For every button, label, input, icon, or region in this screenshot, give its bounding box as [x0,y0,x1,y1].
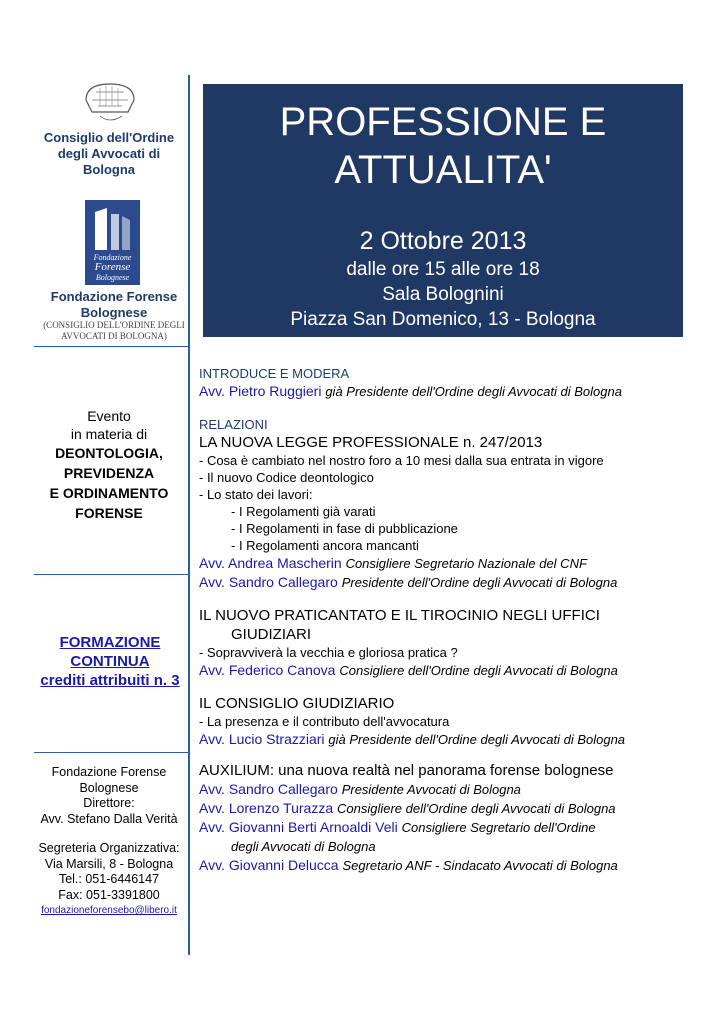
speaker [199,573,709,592]
event-time: dalle ore 15 alle ore 18 [346,259,540,280]
contact-block [28,765,190,919]
session-subitem: - I Regolamenti già varati [231,504,376,519]
secretariat-label: Segreteria Organizzativa: [38,841,180,855]
title-line: ATTUALITA' [334,148,552,192]
speaker-name: Avv. Pietro Ruggieri [199,383,322,399]
event-date: 2 Ottobre 2013 [359,227,527,255]
contact-org: Fondazione Forense [51,765,167,779]
director-name: Avv. Stefano Dalla Verità [40,811,178,826]
introduce-label: INTRODUCE E MODERA [199,366,350,381]
speaker-name: Avv. Sandro Callegaro [199,781,338,797]
divider [34,574,188,575]
speaker [199,856,709,875]
session-title: IL NUOVO PRATICANTATO E IL TIROCINIO NEGLI UFFICI [199,607,600,624]
formazione-line: FORMAZIONE [59,634,161,651]
event-subject-label: in materia di [70,426,148,442]
relazioni-label: RELAZIONI [199,417,268,432]
session-item: - Cosa è cambiato nel nostro foro a 10 mesi dalla sua entrata in vigore [199,453,604,468]
divider [34,346,188,347]
speaker-role: già Presidente dell'Ordine degli Avvocati di Bologna [328,732,626,747]
contact-tel: Tel.: 051-6446147 [58,872,160,886]
title-line: PROFESSIONE E [279,100,607,144]
fondazione-subtitle: (CONSIGLIO DELL'ORDINE DEGLI AVVOCATI DI BOLOGNA) [43,320,185,341]
session-title-cont: GIUDIZIARI [231,626,312,643]
session-title: IL CONSIGLIO GIUDIZIARIO [199,695,395,712]
topic-line: PREVIDENZA [63,465,155,481]
divider [34,752,188,753]
contact-email-link[interactable]: fondazioneforensebo@libero.it [41,905,177,916]
header-banner [203,84,683,337]
session-item: - La presenza e il contributo dell'avvocatura [199,714,450,729]
council-crest-icon [78,78,142,128]
moderator [199,382,709,401]
speaker-name: Avv. Giovanni Delucca [199,857,339,873]
logo-line1: Fondazione [93,253,132,262]
contact-fax: Fax: 051-3391800 [58,887,160,902]
director-label: Direttore: [83,796,135,810]
speaker-role: Consigliere dell'Ordine degli Avvocati di Bologna [339,663,618,678]
fondazione-name: Fondazione Forense Bolognese [50,289,178,320]
credits-line: crediti attribuiti n. 3 [40,672,180,689]
session-item: - Sopravviverà la vecchia e gloriosa pratica ? [199,645,458,660]
topic-line: FORENSE [75,505,143,521]
speaker-role-cont [199,837,709,856]
session-subitem: - I Regolamenti ancora mancanti [231,538,419,553]
event-topics [34,443,184,523]
event-label: Evento [87,408,131,424]
council-name: Consiglio dell'Ordine degli Avvocati di Bologna [43,130,175,177]
session-item: - Lo stato dei lavori: [199,487,313,502]
topic-line: E ORDINAMENTO [49,485,169,501]
session-subitem: - I Regolamenti in fase di pubblicazione [231,521,458,536]
speaker [199,730,709,749]
logo-line2: Forense [94,261,131,273]
speaker-role: Consigliere Segretario dell'Ordine [401,820,596,835]
speaker-name: Avv. Federico Canova [199,662,336,678]
speaker-name: Avv. Lucio Strazziari [199,731,325,747]
logo-line3: Bolognese [95,273,130,282]
contact-org: Bolognese [79,780,139,795]
speaker-role: Consigliere Segretario Nazionale del CNF [345,556,587,571]
speaker [199,818,709,837]
speaker [199,799,709,818]
speaker-role: degli Avvocati di Bologna [231,839,376,854]
formazione-line: CONTINUA [70,653,150,670]
session-title: LA NUOVA LEGGE PROFESSIONALE n. 247/2013 [199,434,543,451]
speaker-role: Presidente dell'Ordine degli Avvocati di Bologna [341,575,618,590]
event-block [34,407,184,523]
event-address: Piazza San Domenico, 13 - Bologna [290,309,596,330]
formazione-continua-link[interactable] [34,633,186,690]
speaker-name: Avv. Lorenzo Turazza [199,800,334,816]
event-venue: Sala Bolognini [382,284,504,305]
speaker-name: Avv. Sandro Callegaro [199,574,338,590]
speaker-name: Avv. Giovanni Berti Arnoaldi Veli [199,819,398,835]
speaker-role: Consigliere dell'Ordine degli Avvocati di Bologna [337,801,616,816]
topic-line: DEONTOLOGIA, [55,445,163,461]
speaker-role: Segretario ANF - Sindacato Avvocati di Bologna [342,858,618,873]
fondazione-logo-icon [85,200,140,285]
contact-address: Via Marsili, 8 - Bologna [44,856,174,871]
speaker [199,780,709,799]
speaker-role: Presidente Avvocati di Bologna [341,782,521,797]
speaker [199,661,709,680]
event-title [203,98,683,194]
program [199,366,709,875]
session-item: - Il nuovo Codice deontologico [199,470,374,485]
speaker [199,554,709,573]
speaker-role: già Presidente dell'Ordine degli Avvocati di Bologna [325,384,622,399]
session-title: AUXILIUM: una nuova realtà nel panorama forense bolognese [199,762,614,779]
speaker-name: Avv. Andrea Mascherin [199,555,342,571]
